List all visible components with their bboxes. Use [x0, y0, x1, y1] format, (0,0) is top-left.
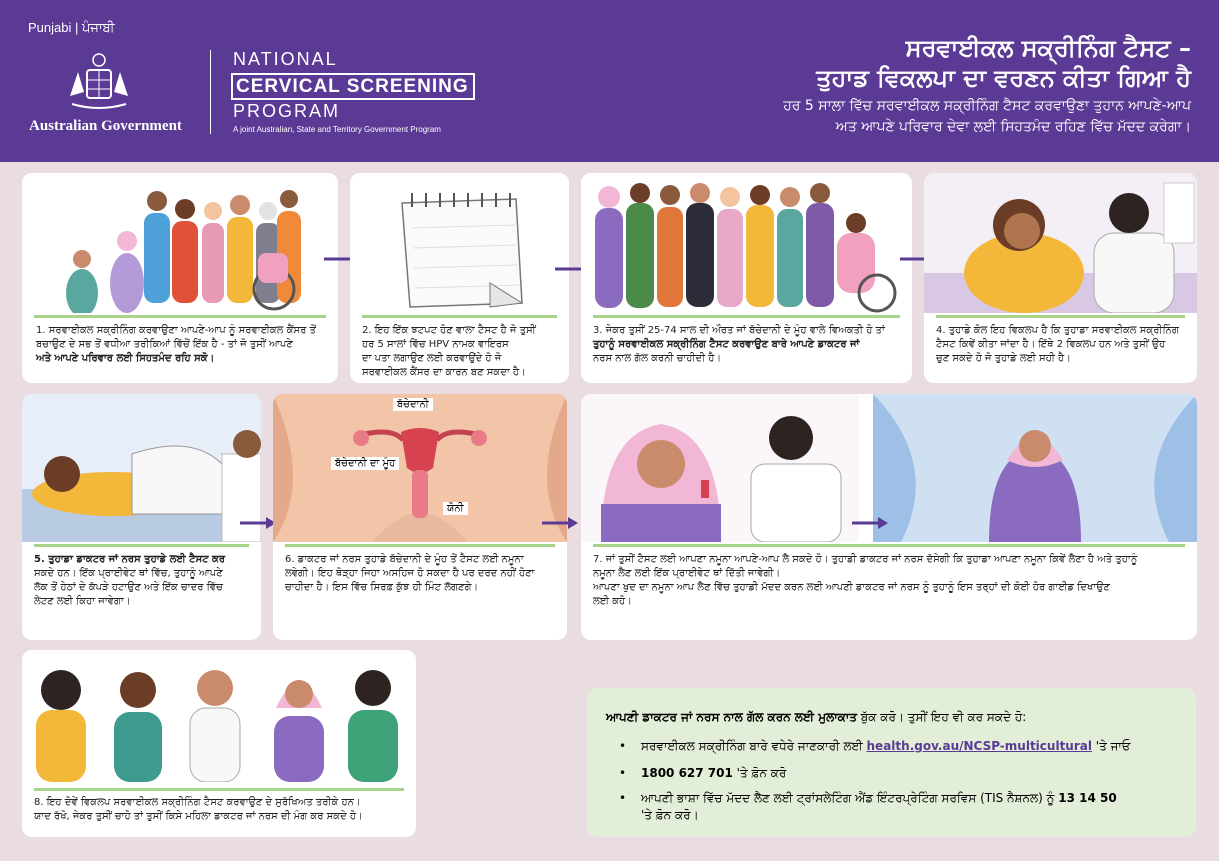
subtitle-line-1: ਹਰ 5 ਸਾਲਾ ਵਿੱਚ ਸਰਵਾਈਕਲ ਸਕ੍ਰੀਨਿੰਗ ਟੈਸਟ ਕਰਵਾਉਣਾ ਤੁਹਾਨ ਆਪਣੇ-ਆਪ — [783, 98, 1191, 114]
step-5-line-3: ਲੱਕ ਤੋਂ ਹੇਠਾਂ ਦੇ ਕੱਪੜੇ ਹਟਾਉਣ ਅਤੇ ਇੱਕ ਚਾਦਰ ਵਿੱਚ — [34, 582, 223, 593]
step-1-line-3: ਅਤੇ ਆਪਣੇ ਪਰਿਵਾਰ ਲਈ ਸਿਹਤਮੰਦ ਰਹਿ ਸਕੋ। — [36, 353, 215, 364]
step-5-line-1: 5. ਤੁਹਾਡਾ ਡਾਕਟਰ ਜਾਂ ਨਰਸ ਤੁਹਾਡੇ ਲਈ ਟੈਸਟ ਕਰ — [34, 554, 226, 565]
tis-text: ਆਪਣੀ ਭਾਸ਼ਾ ਵਿੱਚ ਮੱਦਦ ਲੈਣ ਲਈ ਟ੍ਰਾਂਸਲੇਟਿੰਗ ਐਂਡ ਇੰਟਰਪ੍ਰੇਟਿੰਗ ਸਰਵਿਸ (TIS ਨੈਸ਼ਨਲ) ਨੂੰ — [641, 791, 1059, 805]
step-6-text — [285, 553, 535, 595]
tis-text-line-2: 'ਤੇ ਫ਼ੋਨ ਕਰੋ। — [641, 808, 699, 822]
step-8-card — [22, 650, 416, 837]
info-heading — [606, 710, 1026, 725]
separator-line — [936, 315, 1185, 318]
website-text: ਸਰਵਾਈਕਲ ਸਕ੍ਰੀਨਿੰਗ ਬਾਰੇ ਵਧੇਰੇ ਜਾਣਕਾਰੀ ਲਈ — [641, 739, 867, 753]
family-illustration — [22, 173, 338, 313]
arrow-right-icon — [238, 516, 278, 530]
step-6-line-3: ਚਾਹੀਦਾ ਹੈ। ਇਸ ਵਿੱਚ ਸਿਰਫ਼ ਕੁੱਝ ਹੀ ਮਿੰਟ ਲੱਗਣਗੇ। — [285, 582, 479, 593]
step-7-line-3: ਆਪਣਾ ਖੁਦ ਦਾ ਨਮੂਨਾ ਆਪ ਲੈਣ ਵਿੱਚ ਤੁਹਾਡੀ ਮੱਦਦ ਕਰਨ ਲਈ ਆਪਣੀ ਡਾਕਟਰ ਜਾਂ ਨਰਸ ਨੂੰ ਤੁਹਾਨੂੰ ਇਸ ਤਰ੍ਹਾਂ ਦੀ ਕੋਈ ਹੋਰ ਗਾਈਡ ਦਿਖਾਉਣ — [593, 582, 1110, 593]
step-6-card — [273, 394, 567, 640]
step-5-text — [34, 553, 225, 609]
step-5-line-2: ਸਕਦੇ ਹਨ। ਇੱਕ ਪ੍ਰਾਈਵੇਟ ਥਾਂ ਵਿੱਚ, ਤੁਹਾਨੂੰ ਆਪਣੇ — [34, 568, 223, 579]
info-heading-rest: ਬੁੱਕ ਕਰੋ। ਤੁਸੀਂ ਇਹ ਵੀ ਕਰ ਸਕਦੇ ਹੋ: — [856, 710, 1027, 724]
coat-of-arms-icon — [64, 52, 134, 114]
separator-line — [34, 788, 404, 791]
anatomy-diagram — [273, 394, 567, 542]
calendar-icon — [350, 173, 569, 313]
phone-number[interactable]: 1800 627 701 — [641, 766, 733, 780]
logo-divider — [210, 50, 211, 134]
step-7-text — [593, 553, 1189, 609]
bullet-icon: • — [619, 766, 627, 780]
doctor-consultation-illustration — [924, 173, 1197, 313]
arrow-right-icon — [540, 516, 580, 530]
step-1-line-1: 1. ਸਰਵਾਈਕਲ ਸਕ੍ਰੀਨਿੰਗ ਕਰਵਾਉਣਾ ਆਪਣੇ-ਆਪ ਨੂੰ ਸਰਵਾਈਕਲ ਕੈਂਸਰ ਤੋਂ — [36, 325, 316, 336]
program-line-3: PROGRAM — [233, 101, 341, 121]
info-heading-bold: ਆਪਣੀ ਡਾਕਟਰ ਜਾਂ ਨਰਸ ਨਾਲ ਗੱਲ ਕਰਨ ਲਈ ਮੁਲਾਕਾਤ — [606, 710, 857, 724]
language-label: Punjabi | ਪੰਜਾਬੀ — [28, 20, 115, 35]
label-cervix: ਬੱਚੇਦਾਨੀ ਦਾ ਮੂੰਹ — [331, 457, 399, 470]
step-5-line-4: ਲੇਟਣ ਲਈ ਕਿਹਾ ਜਾਵੇਗਾ। — [34, 596, 131, 607]
page-header — [0, 0, 1219, 162]
step-3-card — [581, 173, 912, 383]
title-line-1: ਸਰਵਾਈਕਲ ਸਕ੍ਰੀਨਿੰਗ ਟੈਸਟ – — [905, 34, 1191, 62]
step-3-line-3: ਨਰਸ ਨਾਲ ਗੱਲ ਕਰਨੀ ਚਾਹੀਦੀ ਹੈ। — [593, 353, 722, 364]
patient-on-bed-illustration — [22, 394, 261, 542]
step-2-line-1: 2. ਇਹ ਇੱਕ ਝਟਪਟ ਹੋਣ ਵਾਲਾ ਟੈਸਟ ਹੈ ਜੋ ਤੁਸੀਂ — [362, 325, 536, 336]
step-3-text — [593, 324, 885, 366]
program-line-2: CERVICAL SCREENING — [231, 73, 475, 100]
bullet-icon: • — [619, 739, 627, 753]
step-6-line-1: 6. ਡਾਕਟਰ ਜਾਂ ਨਰਸ ਤੁਹਾਡੇ ਬੱਚੇਦਾਨੀ ਦੇ ਮੂੰਹ ਤੋਂ ਟੈਸਟ ਲਈ ਨਮੂਨਾ — [285, 554, 524, 565]
step-3-line-2: ਤੁਹਾਨੂੰ ਸਰਵਾਈਕਲ ਸਕ੍ਰੀਨਿੰਗ ਟੈਸਟ ਕਰਵਾਉਣ ਬਾਰੇ ਆਪਣੇ ਡਾਕਟਰ ਜਾਂ — [593, 339, 860, 350]
separator-line — [34, 315, 326, 318]
step-1-line-2: ਬਚਾਉਣ ਦੇ ਸਭ ਤੋਂ ਵਧੀਆ ਤਰੀਕਿਆਂ ਵਿੱਚੋਂ ਇੱਕ ਹੈ - ਤਾਂ ਜੋ ਤੁਸੀਂ ਆਪਣੇ — [36, 339, 293, 350]
step-2-card — [350, 173, 569, 383]
subtitle-line-2: ਅਤ ਆਪਣੇ ਪਰਿਵਾਰ ਦੇਵਾ ਲਈ ਸਿਹਤਮੰਦ ਰਹਿਣ ਵਿੱਚ ਮੱਦਦ ਕਰੇਗਾ। — [835, 119, 1191, 135]
step-8-line-2: ਯਾਦ ਰੱਖੋ, ਜੇਕਰ ਤੁਸੀਂ ਚਾਹੋ ਤਾਂ ਤੁਸੀਂ ਕਿਸੇ ਮਹਿਲਾ ਡਾਕਟਰ ਜਾਂ ਨਰਸ ਦੀ ਮੰਗ ਕਰ ਸਕਦੇ ਹੋ। — [34, 811, 363, 822]
separator-line — [285, 544, 555, 547]
group-of-women-illustration — [581, 173, 912, 313]
step-1-card — [22, 173, 338, 383]
step-8-line-1: 8. ਇਹ ਦੋਵੇਂ ਵਿਕਲਪ ਸਰਵਾਈਕਲ ਸਕ੍ਰੀਨਿੰਗ ਟੈਸਟ ਕਰਵਾਉਣ ਦੇ ਸੁਰੱਖਿਅਤ ਤਰੀਕੇ ਹਨ। — [34, 797, 361, 808]
step-4-text — [936, 324, 1179, 366]
step-7-line-4: ਲਈ ਕਹੋ। — [593, 596, 632, 607]
tis-number[interactable]: 13 14 50 — [1058, 791, 1117, 805]
step-1-text — [36, 324, 316, 366]
diverse-women-illustration — [22, 650, 416, 782]
step-2-line-4: ਸਰਵਾਈਕਲ ਕੈਂਸਰ ਦਾ ਕਾਰਨ ਬਣ ਸਕਦਾ ਹੈ। — [362, 367, 526, 378]
arrow-right-icon — [850, 516, 890, 530]
step-5-card — [22, 394, 261, 640]
step-2-line-2: ਹਰ 5 ਸਾਲਾਂ ਵਿੱਚ HPV ਨਾਮਕ ਵਾਇਰਸ — [362, 339, 509, 350]
program-tagline: A joint Australian, State and Territory Government Program — [233, 125, 441, 134]
step-8-text — [34, 796, 363, 824]
step-3-line-1: 3. ਜੇਕਰ ਤੁਸੀਂ 25-74 ਸਾਲ ਦੀ ਔਰਤ ਜਾਂ ਬੱਚੇਦਾਨੀ ਦੇ ਮੂੰਹ ਵਾਲੇ ਵਿਅਕਤੀ ਹੋ ਤਾਂ — [593, 325, 885, 336]
separator-line — [34, 544, 249, 547]
step-4-line-2: ਟੈਸਟ ਕਿਵੇਂ ਕੀਤਾ ਜਾਂਦਾ ਹੈ। ਇੱਥੇ 2 ਵਿਕਲਪ ਹਨ ਅਤੇ ਤੁਸੀਂ ਉਹ — [936, 339, 1166, 350]
bullet-icon: • — [619, 791, 627, 805]
government-name: Australian Government — [29, 118, 182, 134]
step-7-line-1: 7. ਜਾਂ ਤੁਸੀਂ ਟੈਸਟ ਲਈ ਆਪਣਾ ਨਮੂਨਾ ਆਪਣੇ-ਆਪ ਲੈ ਸਕਦੇ ਹੋ। ਤੁਹਾਡੀ ਡਾਕਟਰ ਜਾਂ ਨਰਸ ਦੱਸੇਗੀ ਕਿ ਤੁਹਾਡਾ ਆਪਣਾ ਨਮੂਨਾ ਕਿਵੇਂ ਲੈਣਾ ਹੈ ਅਤੇ ਤੁਹਾਨੂੰ — [593, 554, 1138, 565]
step-2-line-3: ਦਾ ਪਤਾ ਲਗਾਉਣ ਲਈ ਕਰਵਾਉਂਦੇ ਹੋ ਜੋ — [362, 353, 502, 364]
title-line-2: ਤੁਹਾਡ ਵਿਕਲਪਾ ਦਾ ਵਰਣਨ ਕੀਤਾ ਗਿਆ ਹੈ — [816, 64, 1191, 92]
program-line-1: NATIONAL — [233, 49, 338, 69]
separator-line — [593, 544, 1185, 547]
contact-info-box — [587, 688, 1196, 837]
step-6-line-2: ਲਵੇਗੀ। ਇਹ ਥੋੜ੍ਹਾ ਜਿਹਾ ਅਸਹਿਜ ਹੋ ਸਕਦਾ ਹੈ ਪਰ ਦਰਦ ਨਹੀਂ ਹੋਣਾ — [285, 568, 535, 579]
separator-line — [593, 315, 900, 318]
step-4-card — [924, 173, 1197, 383]
label-uterus: ਬੱਚੇਦਾਨੀ — [393, 398, 433, 411]
phone-text: 'ਤੇ ਫ਼ੋਨ ਕਰੋ — [732, 766, 787, 780]
step-7-line-2: ਨਮੂਨਾ ਲੈਣ ਲਈ ਇੱਕ ਪ੍ਰਾਈਵੇਟ ਥਾਂ ਦਿੱਤੀ ਜਾਵੇਗੀ। — [593, 568, 781, 579]
separator-line — [362, 315, 557, 318]
website-link[interactable]: health.gov.au/NCSP-multicultural — [866, 739, 1092, 753]
step-2-text — [362, 324, 536, 380]
step-4-line-1: 4. ਤੁਹਾਡੇ ਕੋਲ ਇਹ ਵਿਕਲਪ ਹੈ ਕਿ ਤੁਹਾਡਾ ਸਰਵਾਈਕਲ ਸਕ੍ਰੀਨਿੰਗ — [936, 325, 1179, 336]
label-vagina: ਯੋਨੀ — [443, 502, 468, 515]
website-text-end: 'ਤੇ ਜਾਓ — [1091, 739, 1131, 753]
step-4-line-3: ਚੁਣ ਸਕਦੇ ਹੋ ਜੋ ਤੁਹਾਡੇ ਲਈ ਸਹੀ ਹੈ। — [936, 353, 1071, 364]
